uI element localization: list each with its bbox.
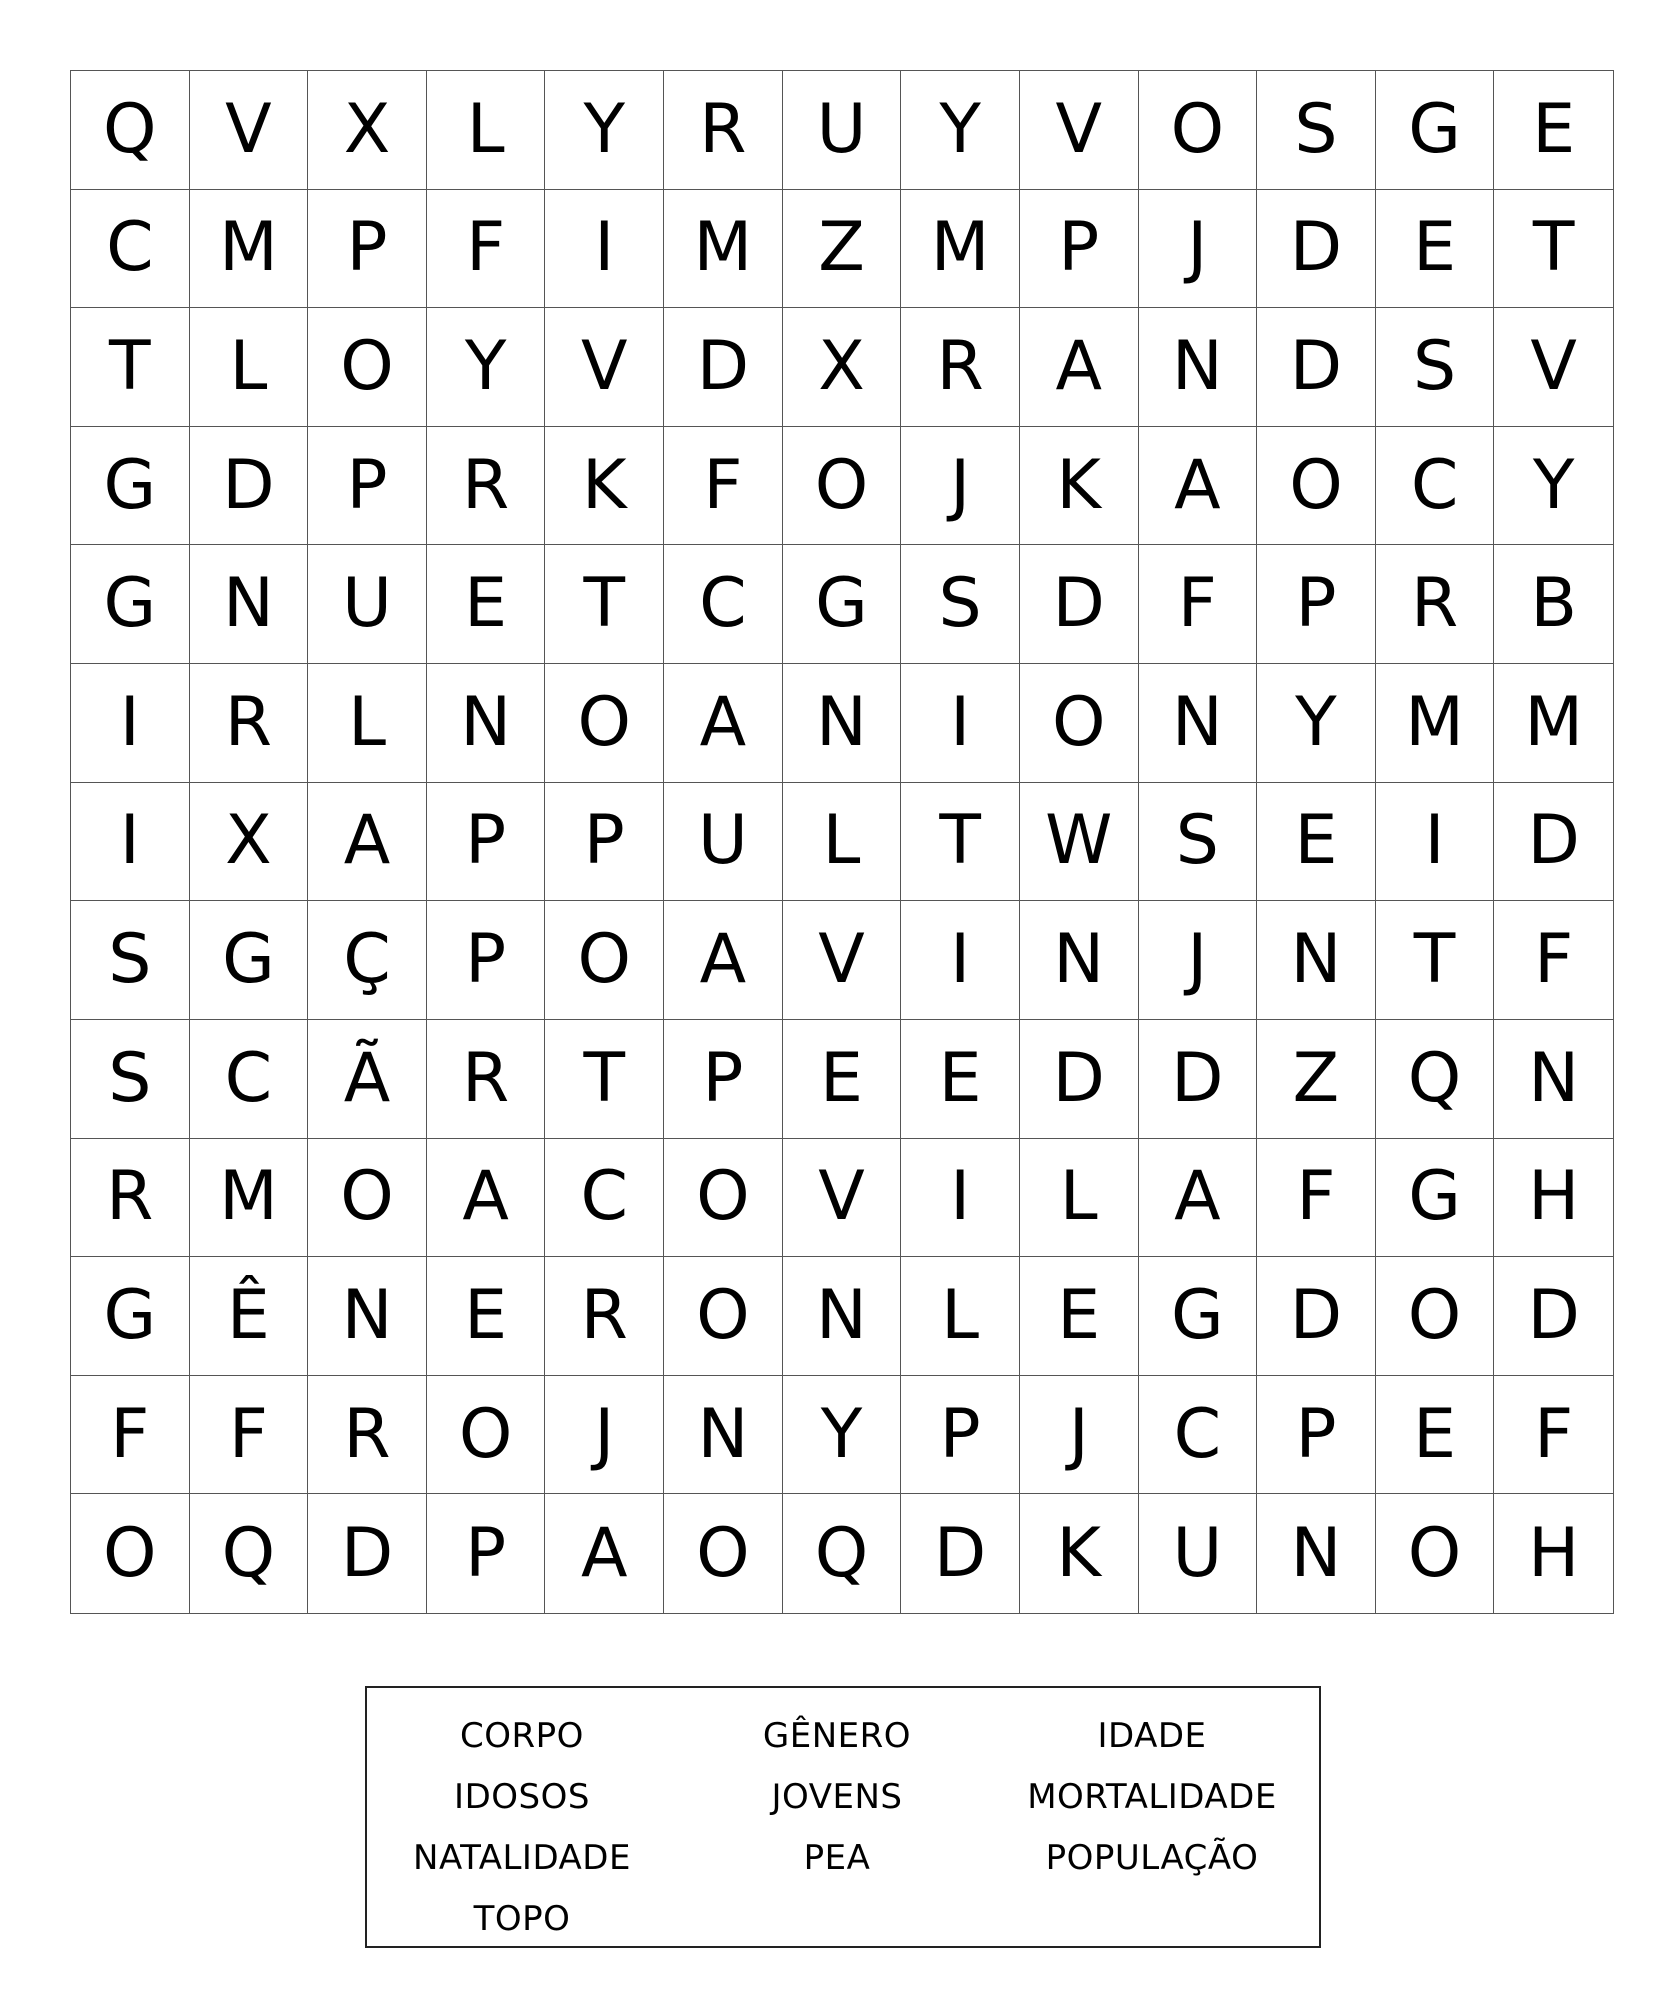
grid-cell[interactable]: C — [1376, 427, 1495, 546]
grid-cell[interactable]: E — [783, 1020, 902, 1139]
grid-cell[interactable]: O — [71, 1494, 190, 1613]
word-item: MORTALIDADE — [1027, 1777, 1277, 1817]
grid-cell[interactable]: A — [1139, 1139, 1258, 1258]
grid-cell[interactable]: E — [427, 545, 546, 664]
grid-cell[interactable]: P — [427, 901, 546, 1020]
grid-cell[interactable]: P — [545, 783, 664, 902]
grid-cell[interactable]: Z — [783, 190, 902, 309]
grid-cell[interactable]: N — [427, 664, 546, 783]
grid-cell[interactable]: Y — [1257, 664, 1376, 783]
grid-cell[interactable]: T — [545, 1020, 664, 1139]
word-item: GÊNERO — [762, 1716, 912, 1756]
grid-cell[interactable]: S — [1257, 71, 1376, 190]
grid-cell[interactable]: S — [71, 901, 190, 1020]
grid-cell[interactable]: I — [71, 783, 190, 902]
grid-cell[interactable]: U — [783, 71, 902, 190]
grid-cell[interactable]: X — [190, 783, 309, 902]
grid-cell[interactable]: D — [190, 427, 309, 546]
grid-cell[interactable]: U — [308, 545, 427, 664]
grid-cell[interactable]: S — [1376, 308, 1495, 427]
grid-cell[interactable]: Q — [783, 1494, 902, 1613]
grid-cell[interactable]: G — [190, 901, 309, 1020]
grid-cell[interactable]: O — [1376, 1494, 1495, 1613]
grid-cell[interactable]: L — [783, 783, 902, 902]
grid-cell[interactable]: F — [427, 190, 546, 309]
grid-cell[interactable]: O — [1139, 71, 1258, 190]
grid-cell[interactable]: D — [1257, 308, 1376, 427]
grid-cell[interactable]: M — [190, 190, 309, 309]
word-item: IDOSOS — [454, 1777, 590, 1817]
grid-cell[interactable]: O — [545, 901, 664, 1020]
grid-cell[interactable]: A — [664, 664, 783, 783]
grid-cell[interactable]: O — [1257, 427, 1376, 546]
grid-cell[interactable]: N — [1139, 308, 1258, 427]
grid-cell[interactable]: P — [901, 1376, 1020, 1495]
grid-cell[interactable]: O — [308, 308, 427, 427]
grid-cell[interactable]: Ã — [308, 1020, 427, 1139]
grid-cell[interactable]: C — [545, 1139, 664, 1258]
grid-cell[interactable]: Ç — [308, 901, 427, 1020]
grid-cell[interactable]: H — [1528, 1513, 1580, 1593]
grid-cell[interactable]: R — [1376, 545, 1495, 664]
grid-cell[interactable]: N — [1020, 901, 1139, 1020]
grid-cell[interactable]: I — [901, 664, 1020, 783]
grid-cell[interactable]: O — [1020, 664, 1139, 783]
grid-cell[interactable]: F — [664, 427, 783, 546]
grid-cell[interactable]: S — [901, 545, 1020, 664]
grid-cell[interactable]: J — [545, 1376, 664, 1495]
grid-cell[interactable]: O — [545, 664, 664, 783]
grid-cell[interactable]: M — [1494, 664, 1613, 783]
grid-cell[interactable]: R — [190, 664, 309, 783]
grid-cell[interactable]: Y — [1494, 427, 1613, 546]
word-item: POPULAÇÃO — [1045, 1838, 1259, 1878]
word-item: TOPO — [473, 1899, 571, 1939]
grid-cell[interactable]: W — [1020, 783, 1139, 902]
grid-cell[interactable]: R — [427, 427, 546, 546]
grid-cell[interactable]: P — [308, 427, 427, 546]
grid-cell[interactable]: G — [1139, 1257, 1258, 1376]
grid-cell[interactable]: O — [783, 427, 902, 546]
grid-cell[interactable]: I — [71, 664, 190, 783]
grid-cell[interactable]: V — [1020, 71, 1139, 190]
grid-cell[interactable]: J — [1139, 901, 1258, 1020]
grid-cell[interactable]: O — [1376, 1257, 1495, 1376]
grid-cell[interactable]: T — [901, 783, 1020, 902]
grid-cell[interactable]: L — [901, 1257, 1020, 1376]
grid-cell[interactable]: V — [783, 901, 902, 1020]
grid-cell[interactable]: L — [308, 664, 427, 783]
grid-cell[interactable]: P — [664, 1020, 783, 1139]
grid-cell[interactable]: F — [1257, 1139, 1376, 1258]
grid-cell[interactable]: D — [1257, 190, 1376, 309]
grid-cell[interactable]: H — [1494, 1139, 1613, 1258]
word-list — [365, 1686, 1321, 1948]
grid-cell[interactable]: J — [1020, 1376, 1139, 1495]
grid-cell[interactable]: Q — [190, 1494, 309, 1613]
grid-cell[interactable]: O — [664, 1494, 783, 1613]
grid-cell[interactable]: E — [1020, 1257, 1139, 1376]
grid-cell[interactable]: V — [783, 1139, 902, 1258]
grid-cell[interactable]: D — [1257, 1257, 1376, 1376]
grid-cell[interactable]: V — [190, 71, 309, 190]
word-item: CORPO — [460, 1716, 584, 1756]
word-item: JOVENS — [771, 1777, 903, 1817]
grid-cell[interactable]: U — [1139, 1494, 1258, 1613]
grid-cell[interactable]: D — [1494, 783, 1613, 902]
grid-cell[interactable]: G — [71, 1257, 190, 1376]
grid-cell[interactable]: A — [1020, 308, 1139, 427]
grid-cell[interactable]: T — [71, 308, 190, 427]
grid-cell[interactable]: C — [664, 545, 783, 664]
grid-cell[interactable]: A — [664, 901, 783, 1020]
grid-cell[interactable]: R — [427, 1020, 546, 1139]
grid-cell[interactable]: C — [190, 1020, 309, 1139]
grid-cell[interactable]: X — [783, 308, 902, 427]
grid-cell[interactable]: T — [1376, 901, 1495, 1020]
grid-cell[interactable]: C — [1139, 1376, 1258, 1495]
grid-cell[interactable]: L — [190, 308, 309, 427]
grid-cell[interactable]: Y — [901, 71, 1020, 190]
grid-cell[interactable]: G — [1376, 71, 1495, 190]
grid-cell[interactable]: I — [1376, 783, 1495, 902]
word-list-column-2 — [712, 1706, 962, 1889]
grid-cell[interactable]: M — [190, 1139, 309, 1258]
grid-cell[interactable]: E — [1376, 190, 1495, 309]
grid-cell[interactable]: R — [901, 308, 1020, 427]
grid-cell[interactable]: P — [427, 1494, 546, 1613]
grid-cell[interactable]: O — [308, 1139, 427, 1258]
grid-cell[interactable]: A — [308, 783, 427, 902]
grid-cell[interactable]: F — [190, 1376, 309, 1495]
grid-cell[interactable]: N — [1257, 901, 1376, 1020]
grid-cell[interactable]: P — [308, 190, 427, 309]
grid-cell[interactable]: N — [1494, 1020, 1613, 1139]
grid-cell[interactable]: D — [1020, 1020, 1139, 1139]
grid-cell[interactable]: P — [1257, 545, 1376, 664]
grid-cell[interactable]: P — [1020, 190, 1139, 309]
grid-cell[interactable]: K — [1020, 427, 1139, 546]
word-item: NATALIDADE — [413, 1838, 631, 1878]
grid-cell[interactable]: Q — [1376, 1020, 1495, 1139]
grid-cell[interactable]: E — [1494, 71, 1613, 190]
grid-cell[interactable]: K — [545, 427, 664, 546]
grid-cell[interactable]: Z — [1257, 1020, 1376, 1139]
grid-cell[interactable]: D — [1494, 1257, 1613, 1376]
grid-cell[interactable]: F — [1139, 545, 1258, 664]
grid-cell[interactable]: A — [1139, 427, 1258, 546]
grid-cell[interactable]: Ê — [190, 1257, 309, 1376]
grid-cell[interactable]: T — [545, 545, 664, 664]
grid-cell[interactable]: I — [901, 1139, 1020, 1258]
grid-cell[interactable]: N — [190, 545, 309, 664]
word-item: IDADE — [1097, 1716, 1207, 1756]
grid-cell[interactable]: S — [71, 1020, 190, 1139]
grid-cell[interactable]: E — [901, 1020, 1020, 1139]
word-list-column-3 — [1012, 1706, 1292, 1889]
grid-cell[interactable]: Q — [71, 71, 190, 190]
grid-cell[interactable]: V — [545, 308, 664, 427]
grid-cell[interactable]: J — [1139, 190, 1258, 309]
grid-cell[interactable]: R — [71, 1139, 190, 1258]
grid-cell[interactable]: P — [427, 783, 546, 902]
grid-cell[interactable]: S — [1139, 783, 1258, 902]
grid-cell[interactable]: N — [783, 1257, 902, 1376]
grid-cell[interactable]: X — [308, 71, 427, 190]
grid-cell[interactable]: F — [1494, 1376, 1613, 1495]
grid-cell[interactable]: E — [1376, 1376, 1495, 1495]
grid-cell[interactable]: M — [901, 190, 1020, 309]
grid-cell[interactable]: F — [71, 1376, 190, 1495]
grid-cell[interactable]: R — [664, 71, 783, 190]
grid-cell[interactable]: O — [664, 1139, 783, 1258]
grid-cell[interactable]: N — [308, 1257, 427, 1376]
grid-cell[interactable]: A — [427, 1139, 546, 1258]
grid-cell[interactable]: R — [545, 1257, 664, 1376]
grid-cell[interactable]: K — [1020, 1494, 1139, 1613]
grid-cell[interactable]: V — [1494, 308, 1613, 427]
grid-cell[interactable]: D — [1139, 1020, 1258, 1139]
grid-cell[interactable]: O — [427, 1376, 546, 1495]
grid-cell[interactable]: M — [1376, 664, 1495, 783]
grid-cell[interactable]: D — [1020, 545, 1139, 664]
grid-cell[interactable]: D — [664, 308, 783, 427]
grid-cell[interactable]: Y — [783, 1376, 902, 1495]
grid-cell[interactable]: N — [1139, 664, 1258, 783]
grid-cell[interactable]: E — [1257, 783, 1376, 902]
grid-cell[interactable]: J — [901, 427, 1020, 546]
grid-cell[interactable]: G — [1376, 1139, 1495, 1258]
grid-cell[interactable]: B — [1494, 545, 1613, 664]
grid-cell[interactable]: O — [664, 1257, 783, 1376]
grid-cell[interactable]: N — [664, 1376, 783, 1495]
letter-grid — [70, 70, 1614, 1614]
word-list-column-1 — [397, 1706, 647, 1950]
grid-cell[interactable]: L — [1020, 1139, 1139, 1258]
word-item: PEA — [803, 1838, 871, 1878]
grid-cell[interactable]: I — [901, 901, 1020, 1020]
grid-cell[interactable]: G — [71, 545, 190, 664]
grid-cell[interactable]: I — [545, 190, 664, 309]
grid-cell[interactable]: R — [308, 1376, 427, 1495]
grid-cell[interactable]: F — [1494, 901, 1613, 1020]
grid-cell[interactable]: P — [1257, 1376, 1376, 1495]
grid-cell[interactable]: M — [664, 190, 783, 309]
grid-cell[interactable]: T — [1494, 190, 1613, 309]
grid-cell[interactable]: A — [545, 1494, 664, 1613]
grid-cell[interactable]: D — [308, 1494, 427, 1613]
grid-cell[interactable]: G — [783, 545, 902, 664]
grid-cell[interactable]: E — [427, 1257, 546, 1376]
grid-cell[interactable]: N — [1257, 1494, 1376, 1613]
grid-cell[interactable]: Y — [427, 308, 546, 427]
grid-cell[interactable]: L — [427, 71, 546, 190]
grid-cell[interactable]: N — [783, 664, 902, 783]
grid-cell[interactable]: G — [71, 427, 190, 546]
grid-cell[interactable]: U — [664, 783, 783, 902]
grid-cell[interactable]: C — [71, 190, 190, 309]
grid-cell[interactable]: D — [901, 1494, 1020, 1613]
grid-cell[interactable]: Y — [545, 71, 664, 190]
